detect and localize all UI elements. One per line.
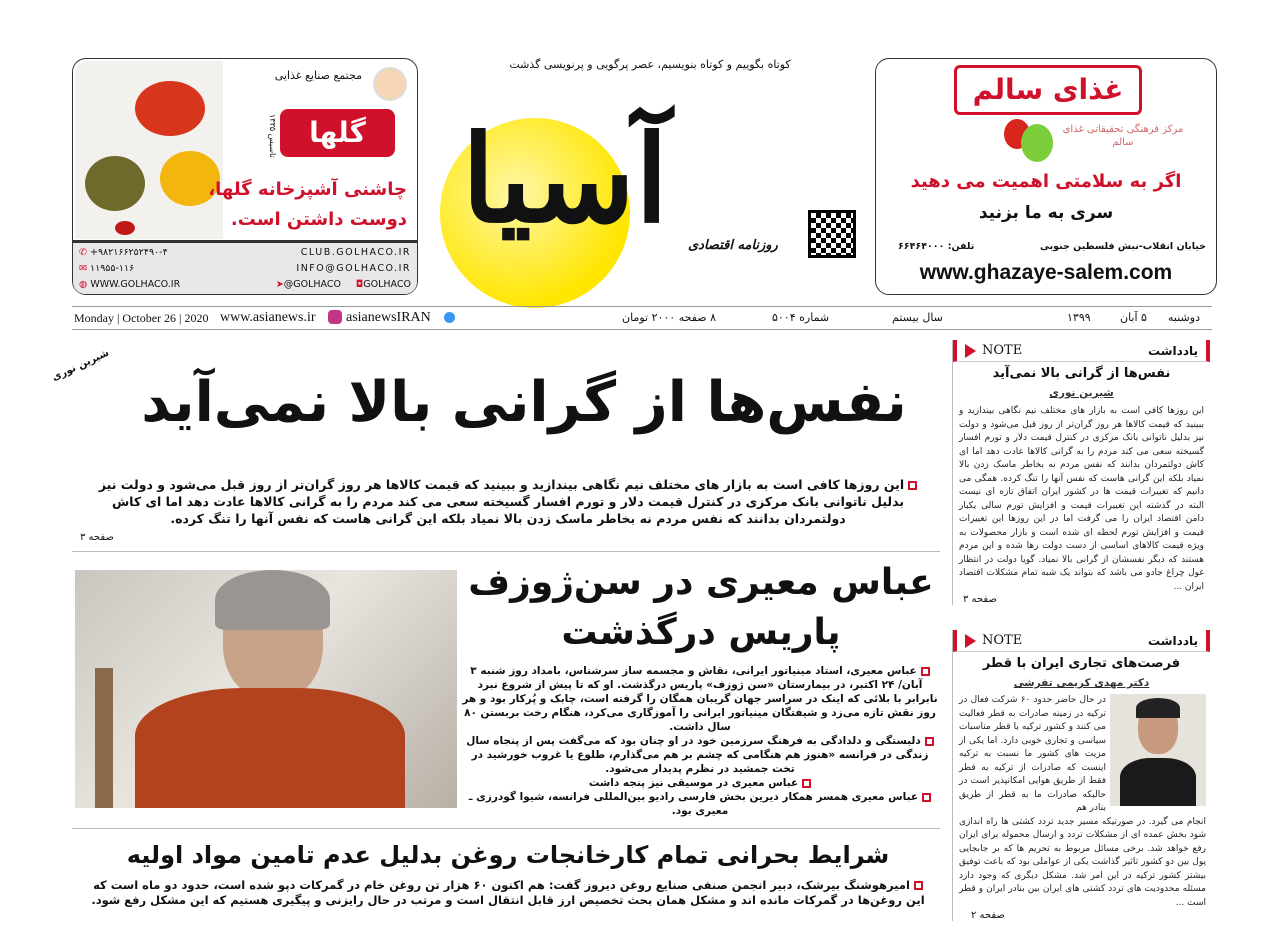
lead-headline[interactable]: نفس‌ها از گرانی بالا نمی‌آید — [141, 370, 907, 435]
note-label: یادداشت — [1148, 343, 1198, 358]
story2-headline-line1: عباس معیری در سن‌ژوزف — [468, 562, 934, 603]
note-author: شیرین نوری — [1049, 387, 1114, 399]
ad-phone: تلفن: ۶۶۴۶۴۰۰۰ — [898, 241, 975, 252]
note-title[interactable]: نفس‌ها از گرانی بالا نمی‌آید — [992, 366, 1171, 381]
story2-paragraph: دلبستگی و دلدادگی به فرهنگ سرزمین خود در او چنان بود که می‌گفت پس از پنجاه سال زندگی در فرانسه «هنوز هم هنگامی که چشم بر هم می‌گذارم، طلوع یا غروب خورشید در تخت جمشید در نظرم پدیدار می‌شود. — [466, 735, 929, 775]
bullet-icon — [921, 667, 930, 676]
ad-instagram[interactable]: GOLHACO — [363, 279, 411, 290]
ad-contacts — [73, 240, 417, 294]
note-column-1 — [952, 340, 1210, 605]
phone-icon: ✆ — [79, 247, 90, 258]
ad-headline: اگر به سلامتی اهمیت می دهید — [910, 171, 1182, 192]
qr-code-icon — [808, 210, 856, 258]
ad-slogan-2: دوست داشتن است. — [230, 209, 407, 230]
ad-address: خیابان انقلاب-نبش فلسطین جنوبی — [1040, 241, 1206, 252]
note-en-text: NOTE — [982, 343, 1023, 358]
masthead-logo: آسیا — [461, 109, 669, 250]
apple-image — [1021, 124, 1053, 162]
ad-slogan-1: چاشنی آشپزخانه گلها، — [208, 179, 407, 200]
story2-paragraph: عباس معیری، استاد مینیاتور ایرانی، نقاش و مجسمه ساز سرشناس، بامداد روز شنبه ۳ آبان/ ۲۴ اکتبر، در بیمارستان «سن ژوزف» پاریس درگذشت. او که تا پیش از شروع نبرد نابرابر با بلائی که اینک در سراسر جهان گریبان همگان را گرفته است، چابک و پُرکار بود و هر روز نقش تازه می‌زد و شیفتگان مینیاتور ایرانی را آموزگاری می‌کرد، هنگام رخت بربستن ۸۰ سال داشت. — [462, 665, 938, 733]
golha-ad[interactable] — [72, 58, 418, 295]
info-bar — [72, 309, 1212, 327]
instagram-icon: ◘ — [355, 279, 364, 290]
ad-club[interactable]: CLUB.GOLHACO.IR — [300, 247, 411, 258]
moayeri-photo — [75, 570, 457, 808]
telegram-icon: ➤ — [275, 279, 284, 290]
note-en-text: NOTE — [982, 633, 1023, 648]
note-author: دکتر مهدی کریمی تفرشی — [1013, 677, 1150, 689]
pages-price: ۸ صفحه ۲۰۰۰ تومان — [622, 311, 717, 324]
note-title[interactable]: فرصت‌های تجاری ایران با قطر — [982, 656, 1181, 671]
chef-icon — [373, 67, 407, 101]
ghazaye-salem-logo: غذای سالم — [954, 65, 1142, 115]
ghazaye-salem-ad[interactable] — [875, 58, 1217, 295]
story2-body — [462, 664, 938, 818]
story3-body — [82, 878, 934, 908]
weekday: دوشنبه — [1168, 311, 1200, 324]
note-body: انجام می گیرد. در صورتیکه مسیر جدید تردد کشتی ها راه اندازی شود بخش عمده ای از مشکلات تردد و ارسال محموله برای ایران رفع خواهد شد. برخی مسائل مربوط به تحریم ها که بر جابجایی پول بین دو کشور تاثیر گذاشت یکی از عواملی بود که باعث توفیق بیشتر کشور ترکیه در این امر شد. مشکل دیگری که وجود دارد مسئله محدودیت های تردد کشتی های ایران بین بنادر ایران و قطر است ... — [959, 816, 1206, 908]
story2-paragraph: عباس معیری همسر همکار دیرین بخش فارسی رادیو بین‌المللی فرانسه، شیوا گودرزی ـ معیری بود. — [468, 791, 919, 817]
instagram-handle[interactable]: asianewsIRAN — [346, 310, 431, 325]
play-arrow-icon — [965, 344, 976, 358]
note-top-row — [953, 690, 1210, 816]
ad-group-name: مجتمع صنایع غذایی — [274, 69, 362, 82]
mail-icon: ✉ — [79, 263, 90, 274]
story2-headline-line2: پاریس درگذشت — [561, 612, 841, 653]
ad-email[interactable]: INFO@GOLHACO.IR — [296, 263, 411, 274]
bullet-icon — [925, 737, 934, 746]
author-photo — [1110, 694, 1206, 806]
founded-label: تاسیس ۱۳۳۵ — [268, 114, 277, 158]
english-date: Monday | October 26 | 2020 — [74, 311, 209, 325]
bullet-icon — [802, 779, 811, 788]
golha-logo: گلها — [280, 109, 395, 157]
note-author-wrap — [953, 671, 1210, 690]
persian-date: ۵ آبان — [1120, 311, 1147, 324]
website-link[interactable]: www.asianews.ir — [220, 310, 316, 325]
note-label-en — [965, 633, 1022, 648]
spices-image — [75, 61, 223, 239]
note-label: یادداشت — [1148, 633, 1198, 648]
masthead-subtitle: روزنامه اقتصادی — [688, 238, 778, 253]
note-page-ref[interactable]: صفحه ۳ — [963, 594, 997, 605]
note-author-wrap — [953, 381, 1210, 400]
volume-year: سال بیستم — [892, 311, 943, 324]
issue-number: شماره ۵۰۰۴ — [772, 311, 830, 324]
note-page-ref[interactable]: صفحه ۲ — [971, 910, 1005, 921]
instagram-icon — [328, 310, 342, 324]
lead-body-text: این روزها کافی است به بازار های مختلف نیم نگاهی بیندازید و ببینید که قیمت کالاها هر روز گران‌تر از روز قبل می‌شود و دولت نیز بدلیل ناتوانی بانک مرکزی در کنترل قیمت دلار و تورم افسار گسیخته سعی می کند مردم را به گرانی کالاها عادت دهد اما ای کاش دولتمردان بدانند که نفس مردم نه بخاطر ماسک زدن بالا نمیاد بلکه این گرانی هاست که نفس آنها را تنگ کرده. — [98, 477, 905, 526]
ad-phone: +۹۸۲۱۶۶۲۵۲۴۹۰-۴ — [89, 247, 168, 258]
bullet-icon — [922, 793, 931, 802]
story2-paragraph: عباس معیری در موسیقی نیز پنجه داشت — [588, 777, 799, 789]
ad-subline: سری به ما بزنید — [978, 203, 1114, 223]
globe-icon: ◍ — [79, 279, 91, 290]
story3-body-text: امیرهوشنگ بیرشک، دبیر انجمن صنفی صنایع روغن دیروز گفت: هم اکنون ۶۰ هزار تن روغن خام در گمرکات دپو شده است، حدود دو ماه است که این روغن‌ها در گمرکات مانده اند و مشکل همان بحث تخصیص ارز قابل انتقال است و مرتب در حال رایزنی و پیگیری هستیم که این مشکل رفع شود. — [91, 878, 925, 907]
masthead-slogan: کوتاه بگوییم و کوتاه بنویسیم، عصر پرگویی و پرنویسی گذشت — [509, 58, 791, 71]
story2-headline[interactable] — [468, 558, 934, 658]
ad-pobox: ۱۱۹۵۵-۱۱۶ — [89, 263, 135, 274]
bullet-icon — [908, 481, 917, 490]
bullet-icon — [914, 881, 923, 890]
note-column-2 — [952, 630, 1210, 921]
lead-page-ref[interactable]: صفحه ۳ — [80, 532, 114, 543]
ad-website[interactable]: www.ghazaye-salem.com — [919, 261, 1173, 284]
verified-icon — [444, 312, 455, 323]
lead-body — [82, 476, 934, 527]
ad-web[interactable]: WWW.GOLHACO.IR — [90, 279, 181, 290]
ad-center-name: مرکز فرهنگی تحقیقاتی غذای سالم — [1062, 124, 1184, 148]
note-body: این روزها کافی است به بازار های مختلف نیم نگاهی بیندازید و ببینید که قیمت کالاها هر روز گران‌تر از روز قبل می‌شود و دولت نیز بدلیل ناتوانی بانک مرکزی در کنترل قیمت دلار و تورم افسار گسیخته سعی می کند مردم را به گرانی کالاها عادت دهد اما ای کاش دولتمردان بدانند که نفس مردم نه بخاطر ماسک زدن بالا نمیاد بلکه این گرانی هاست که نفس آنها را تنگ کرده. همگی می دانیم که تغییرات قیمت ها در کشور ایران اتفاق تازه ای نیست البته در گذشته این تغییرات قیمت و افزایش تورم سالی یکبار دامن اقتصاد ایران را می گرفت اما در این روزها این تغییرات قیمت و افزایش تورم لحظه ای شده است و بازار محصولات به ویژه قیمت کالاهای اساسی از دست دولت رها شده و این مردم هستند که دیگر نفسشان از گرانی بالا نمیاد. گویا دولت در انتظار غول چراغ جادو می باشد که بتواند یک شبه تمام مشکلات اقتصاد ایران ... — [959, 406, 1204, 592]
persian-year: ۱۳۹۹ — [1067, 311, 1091, 324]
play-arrow-icon — [965, 634, 976, 648]
ad-telegram[interactable]: @GOLHACO — [283, 279, 341, 290]
lead-byline: شیرین نوری — [50, 347, 111, 384]
story3-headline[interactable]: شرایط بحرانی تمام کارخانجات روغن بدلیل عدم تامین مواد اولیه — [126, 841, 890, 869]
note-label-en — [965, 343, 1022, 358]
note-body: در حال حاضر حدود ۶۰ شرکت فعال در ترکیه در زمینه صادرات به قطر فعالیت می کنند و کشور ترکیه با قطر مناسبات سیاسی و تجاری خوبی دارد. اما یکی از مزیت های کشور ما نسبت به ترکیه اینست که صادرات از ترکیه به قطر فقط از طریق هوایی امکانپذیر است در حالیکه صادرات ما به قطر از طریق بنادر هم — [959, 695, 1106, 813]
